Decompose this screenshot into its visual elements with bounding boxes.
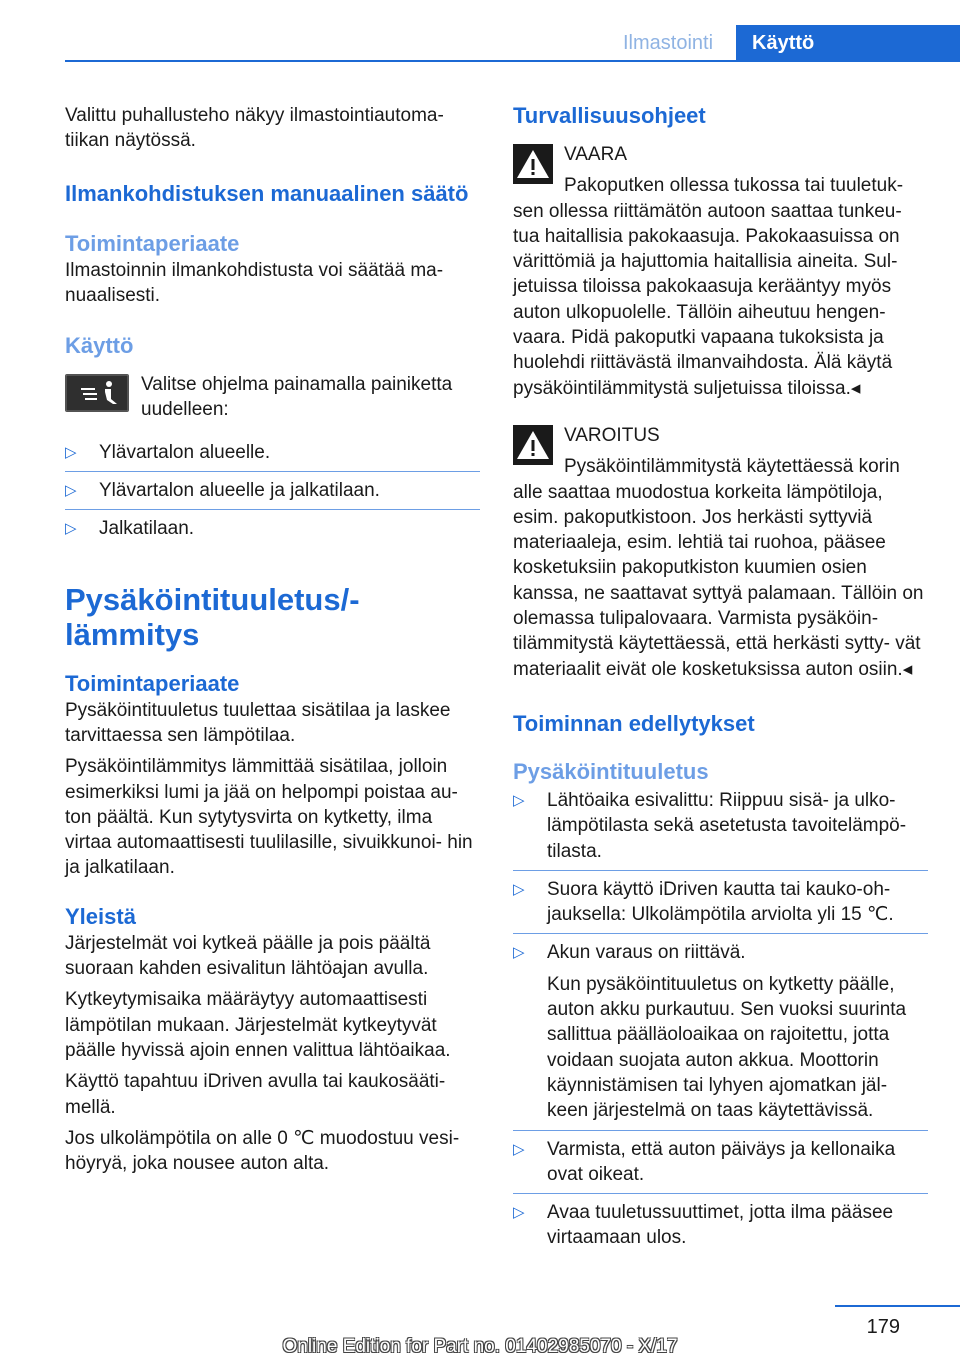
battery-note: Kun pysäköintituuletus on kytketty päälle, auton akku purkautuu. Sen vuoksi suurinta sallittua päälläoloaikaa on rajoitettu, jotta voidaan suojata auton akkua. Moottorin käynnistämisen tai lyhyen ajomatkan jäl- keen järjestelmä on taas käytettävissä. [547, 973, 907, 1122]
use-heading: Käyttö [65, 333, 134, 359]
footer-rule [835, 1305, 960, 1307]
warning-text: Pysäköintilämmitystä käytettäessä korin alle saattaa muodostua korkeita lämpötiloja, esim. pakoputkistoon. Jos herkästi syttyviä materiaaleja, esim. lehtiä tai ruohoa, pääsee kosketuksiin pakoputkiston kuumien osien kanssa, ne saattavat syttyä palamaan. Tällöin on olemassa tulipalovaara. Varmista pysäköin- tilämmitystä käytettäessä, että herkästi sytty- vät materiaalit eivät ole kosketuksissa auton osiin.◂ [513, 456, 924, 680]
warning-block [513, 423, 928, 682]
danger-text: Pakoputken ollessa tukossa tai tuuletuk- sen ollessa riittämätön autoon saattaa tunkeu- tua haitallisia pakokaasuja. Pakokaasuissa on värittömiä ja hajuttomia haitallisia aineita. Sul- jetuissa tiloissa pakokaasuja kerääntyy myös auton ulkopuolelle. Tällöin aiheutuu hengen- vaara. Pidä pakoputki vapaana tukoksista ja huolehdi riittävästä ilmanvaihdosta. Älä käytä pysäköintilämmitystä suljetuissa tiloissa.◂ [513, 175, 904, 399]
use-text: Valitse ohjelma painamalla painiketta uudelleen: [141, 374, 453, 421]
general-heading: Yleistä [65, 903, 136, 929]
left-column [65, 100, 480, 1176]
general-paragraph-1: Järjestelmät voi kytkeä päälle ja pois päältä suoraan kahden esivalitun lähtöajan avulla. [65, 932, 431, 980]
triangle-icon: ▷ [65, 520, 77, 538]
right-column [513, 100, 928, 1251]
park-principle-heading: Toimintaperiaate [65, 670, 240, 696]
tab-ilmastointi[interactable]: Ilmastointi [622, 32, 714, 54]
warning-triangle-icon [513, 425, 553, 465]
list-item: ▷ Avaa tuuletussuuttimet, jotta ilma pääsee virtaamaan ulos. [513, 1202, 894, 1249]
use-list [65, 440, 480, 542]
list-item: ▷ Lähtöaika esivalittu: Riippuu sisä- ja ulko- lämpötilasta sekä asetetusta tavoitelämpö- tilasta. [513, 789, 907, 862]
intro-text: Valittu puhallusteho näkyy ilmastointiautoma- tiikan näytössä. [65, 105, 444, 152]
prereq-heading: Toiminnan edellytykset [513, 710, 755, 736]
triangle-icon: ▷ [513, 791, 525, 809]
general-paragraph-2: Kytkeytymisaika määräytyy automaattisesti lämpötilan mukaan. Järjestelmät kytkeytyvät päälle hyvissä ajoin ennen valittua lähtöaikaa. [65, 989, 451, 1061]
manual-heading: Ilmankohdistuksen manuaalinen säätö [65, 180, 469, 206]
warning-triangle-icon [513, 144, 553, 184]
principle-text: Ilmastoinnin ilmankohdistusta voi säätää ma- nuaalisesti. [65, 259, 444, 306]
list-item: ▷ Jalkatilaan. [65, 516, 480, 541]
page-header [0, 25, 960, 61]
triangle-icon: ▷ [65, 443, 77, 461]
list-item: ▷ Suora käyttö iDriven kautta tai kauko-oh- jauksella: Ulkolämpötila arviolta yli 15 ℃. [513, 878, 894, 926]
vent-heading: Pysäköintituuletus [513, 758, 709, 784]
danger-block [513, 142, 928, 401]
warning-label: VAROITUS [564, 424, 660, 446]
triangle-icon: ▷ [65, 482, 77, 500]
use-row [65, 372, 480, 423]
prereq-list [513, 788, 928, 1251]
list-item: ▷ Varmista, että auton päiväys ja kellonaika ovat oikeat. [513, 1138, 896, 1185]
triangle-icon: ▷ [513, 880, 525, 898]
principle-heading: Toimintaperiaate [65, 230, 240, 256]
page-number: 179 [866, 1316, 900, 1338]
tab-kaytto[interactable]: Käyttö [736, 25, 960, 61]
park-paragraph-2: Pysäköintilämmitys lämmittää sisätilaa, jolloin esimerkiksi lumi ja jää on helpompi poistaa au- ton päältä. Kun sytytysvirta on kytketty, ilma virtaa automaattisesti tuulilasille, sivuikkunoi- hin ja jalkatilaan. [65, 756, 473, 879]
edition-footer: Online Edition for Part no. 01402985070 - X/17 [282, 1336, 678, 1357]
list-item: ▷ Akun varaus on riittävä. Kun pysäköintituuletus on kytketty päälle, auton akku purkautuu. Sen vuoksi suurinta sallittua päälläoloaikaa on rajoitettu, jotta voidaan suojata auton akkua. Moottorin käynnistämisen tai lyhyen ajomatkan jäl- keen järjestelmä on taas käytettävissä. [513, 940, 928, 1123]
safety-heading: Turvallisuusohjeet [513, 103, 706, 128]
danger-label: VAARA [564, 144, 628, 165]
general-paragraph-3: Käyttö tapahtuu iDriven avulla tai kaukosääti- mellä. [65, 1071, 446, 1118]
list-item: ▷ Ylävartalon alueelle. [65, 440, 480, 465]
park-heading: Pysäköintituuletus/- lämmitys [65, 581, 360, 652]
triangle-icon: ▷ [513, 1140, 525, 1158]
triangle-icon: ▷ [513, 1204, 525, 1222]
air-distribution-button-icon [65, 374, 129, 412]
triangle-icon: ▷ [513, 944, 525, 962]
general-paragraph-4: Jos ulkolämpötila on alle 0 ℃ muodostuu vesi- höyryä, joka nousee auton alta. [65, 1127, 460, 1175]
list-item: ▷ Ylävartalon alueelle ja jalkatilaan. [65, 478, 480, 503]
park-paragraph-1: Pysäköintituuletus tuulettaa sisätilaa ja laskee tarvittaessa sen lämpötilaa. [65, 699, 451, 746]
